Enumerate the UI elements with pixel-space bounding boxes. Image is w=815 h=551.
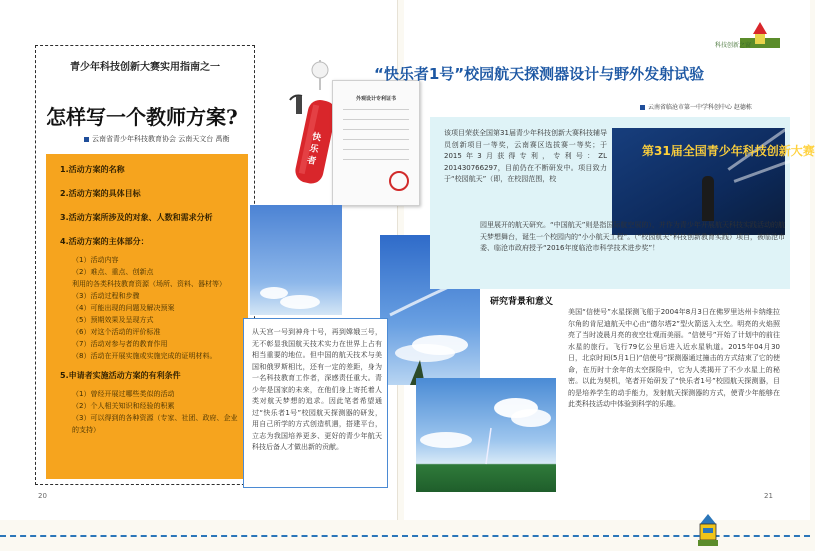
main-title: 怎样写一个教师方案?: [46, 105, 238, 129]
svg-text:者: 者: [305, 155, 317, 168]
summary-text-1: 该项目荣获全国第31届青少年科技创新大赛科技辅导员创新项目一等奖，云南赛区选拔赛一等奖；于2015年3月获得专利，专利号：ZL 201430766297，目前仍在不断研发中。项目致力于“校园航天”（即，在校园范围，校: [444, 129, 607, 183]
summary-text-2: 园里展开的航天研究。“中国航天”则是指国际航空展的），并作为青少年开展航天科技实践活动的航天梦想舞台，诞生一个校园内的“小小航天工程”。（“校园航天”科技创新教育实践）项目，被临沧市委、临沧市政府授予“2016年度临沧市科学技术进步奖”！: [480, 221, 786, 252]
svg-text:乐: 乐: [308, 143, 320, 156]
outline-sub-item: （1）曾经开展过哪些类似的活动: [72, 390, 175, 398]
sky-photo-3: [416, 378, 556, 492]
left-byline: 云南省青少年科技教育协会 云南天文台 禹衡: [84, 134, 256, 144]
body-text: 美国“信使号”水星探测飞船于2004年8月3日在佛罗里达州卡纳维拉尔角的肯尼迪航天中心由“德尔塔2”型火箭送入太空。明亮的火焰照亮了当时凌晨月亮的夜空壮观而美丽。“信使号”开始了计划中的前往水星的旅行。飞行79亿公里后进入近水星轨道。2015年04月30日，北京时间(5月1日)“信使号”探测器通过撞击的方式结束了它的使命，在历时十余年的太空探险中，它为人类揭开了不少水星上的秘密。以此为契机，笔者开始研发了“快乐者1号”校园航天探测器，目的是培养学生的动手能力，发射航天探测器的方式，使青少年能够在此类科技活动中体验到科学的乐趣。: [568, 308, 780, 408]
certificate-line: [343, 139, 409, 140]
outline-sub-item: （5）预期效果及呈现方式: [72, 316, 154, 324]
person-silhouette: [702, 176, 714, 221]
article-byline: 云南省临沧市第一中学科创中心 赵德栋: [640, 102, 752, 111]
outline-sub-item: （2）个人相关知识和经验的积累: [72, 402, 175, 410]
outline-item-1: 1.活动方案的名称: [60, 165, 125, 174]
section-title: 研究背景和意义: [490, 297, 554, 307]
outline-item-2: 2.活动方案的具体目标: [60, 189, 141, 198]
outline-sub-item: （2）难点、重点、创新点: [72, 268, 154, 276]
svg-text:快: 快: [310, 132, 322, 144]
certificate-line: [343, 119, 409, 120]
outline-sub-item: （8）活动在开展实施或实施完成的证明材料。: [72, 352, 217, 360]
outline-sub-item: （6）对这个活动的评价标准: [72, 328, 161, 336]
outline-sub-item: （4）可能出现的问题及解决预案: [72, 304, 175, 312]
red-seal-icon: [389, 171, 409, 191]
certificate-line: [343, 159, 409, 160]
outline-item-4: 4.活动方案的主体部分：: [60, 237, 149, 246]
certificate-title: 外观设计专利证书: [355, 96, 396, 102]
article-headline: “快乐者1号”校园航天探测器设计与野外发射试验: [374, 65, 705, 83]
page-number-left: 20: [38, 492, 47, 500]
series-title: 青少年科技创新大赛实用指南之一: [70, 62, 220, 73]
certificate-line: [343, 129, 409, 130]
guide-box: [35, 45, 255, 485]
outline-item-5: 5.申请者实施活动方案的有利条件: [60, 371, 181, 380]
outline-box: [46, 154, 248, 479]
outline-sub-item: 利用的各类科技教育资源（场所、资料、器材等）: [72, 280, 226, 288]
outline-sub-item: （7）活动对参与者的教育作用: [72, 340, 168, 348]
event-banner: 第31届全国青少年科技创新大赛: [642, 144, 815, 158]
intro-text-box: [243, 318, 388, 488]
bottom-rocket-icon: [694, 514, 722, 548]
patent-certificate: [332, 80, 420, 206]
page-number-right: 21: [764, 492, 773, 500]
grassland-launch-image: [416, 378, 556, 492]
outline-sub-item: （3）活动过程和步骤: [72, 292, 140, 300]
certificate-line: [343, 149, 409, 150]
intro-text: 从天宫一号到神舟十号，再到嫦娥三号，无不彰显我国航天技术实力在世界上占有相当重要的地位。但中国的航天技术与美国和俄罗斯相比，还有一定的差距，身为一名科技教育工作者，深感责任重大。青少年是国家的未来，在他们身上寄托着人类对航天梦想的追求。因此笔者希望通过“快乐者1号”校园航天探测器的研发，用自己所学的方式创造机遇，搭建平台，立志为我国培养更多、更好的青少年航天科技后备人才做出新的贡献。: [252, 328, 382, 451]
outline-sub-item: （3）可以得到的各种资源（专家、社团、政府、企业的支持）: [72, 414, 238, 434]
sky-photo-1: [250, 205, 342, 315]
outline-item-3: 3.活动方案所涉及的对象、人数和需求分析: [60, 213, 213, 222]
award-event-photo: [612, 128, 815, 235]
certificate-line: [343, 109, 409, 110]
column-label: 科技创新之窗: [715, 42, 752, 49]
rocket-deco-icon: [740, 20, 780, 55]
outline-sub-item: （1）活动内容: [72, 256, 119, 264]
bottom-dashed-line: [0, 535, 810, 537]
cloud-shape: [280, 295, 320, 309]
